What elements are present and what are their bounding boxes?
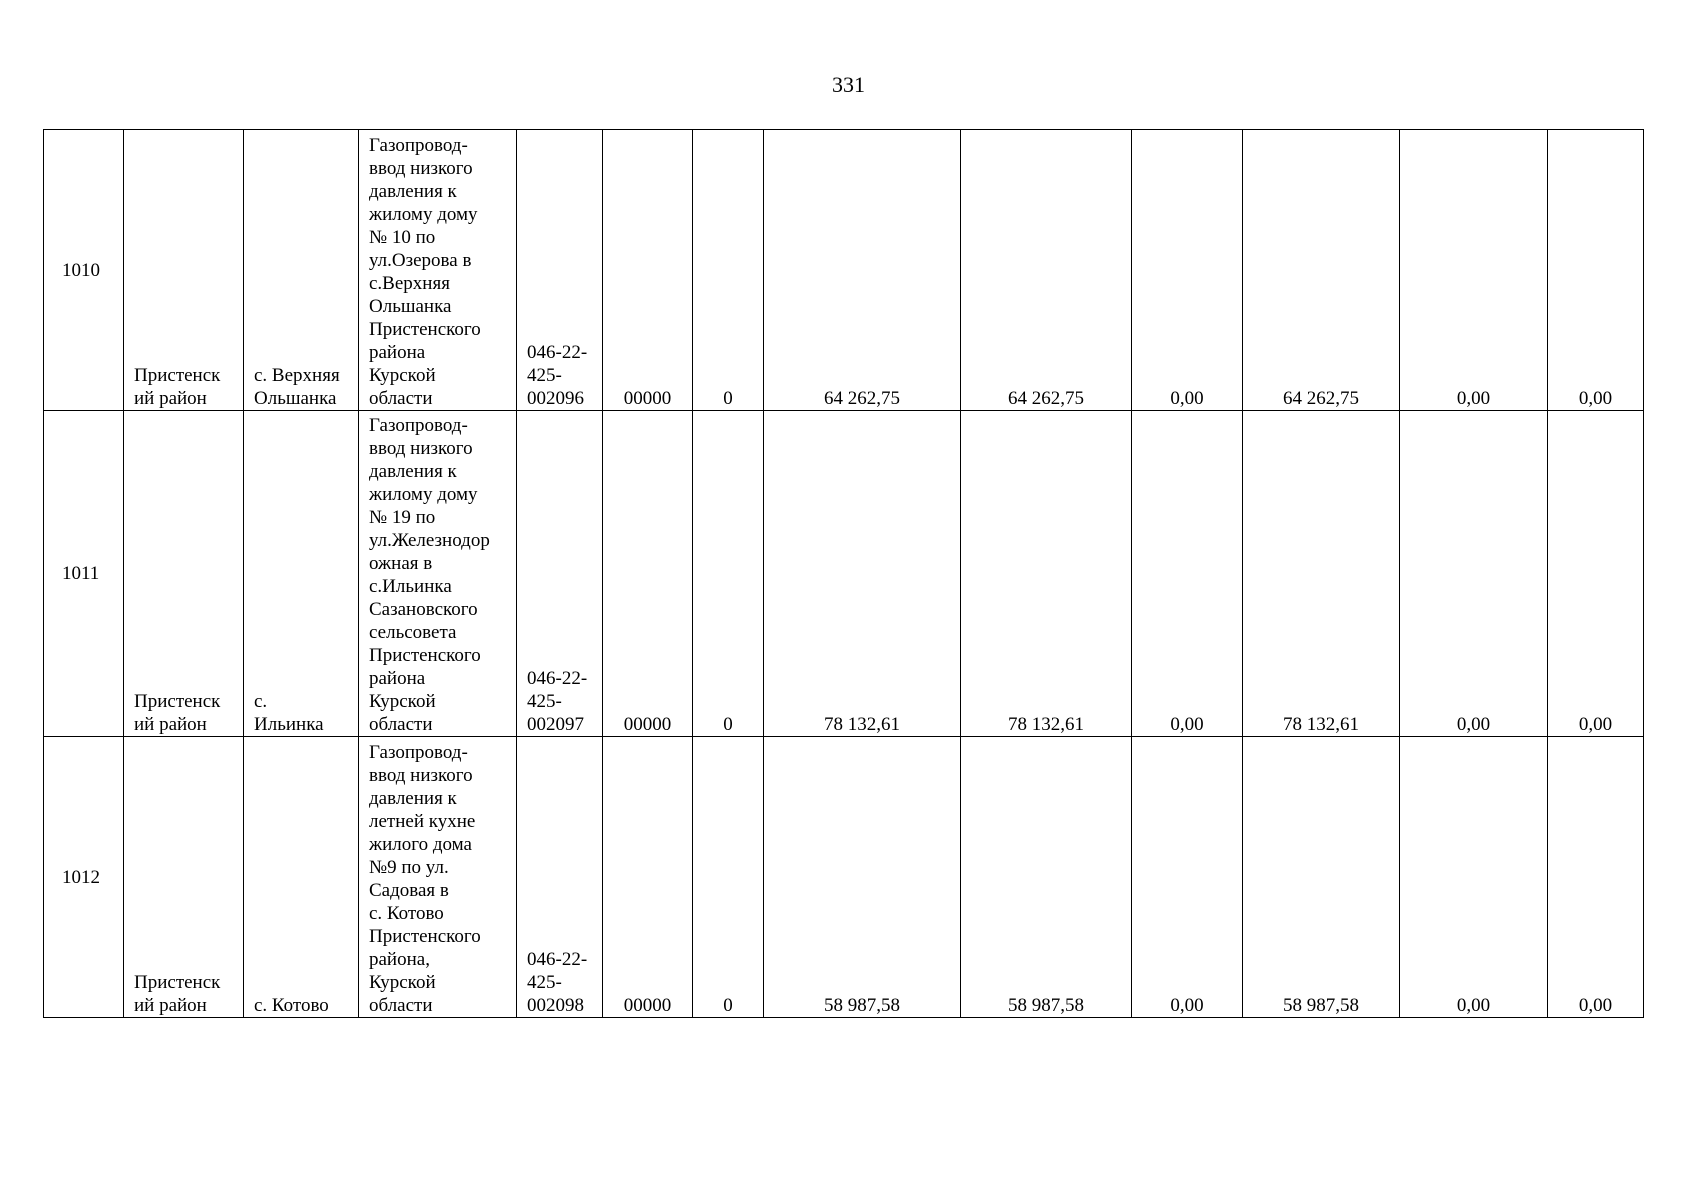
value-cell-6: 0,00 [1548,411,1644,737]
value-cell-4: 58 987,58 [1243,737,1400,1018]
value-cell-2: 78 132,61 [961,411,1132,737]
code-cell: 00000 [603,411,693,737]
value-cell-6: 0,00 [1548,737,1644,1018]
zero-cell: 0 [693,737,764,1018]
value-cell-2: 64 262,75 [961,130,1132,411]
zero-cell: 0 [693,411,764,737]
cadastral-number-cell: 046-22- 425- 002096 [517,130,603,411]
value-cell-3: 0,00 [1132,411,1243,737]
value-cell-5: 0,00 [1400,130,1548,411]
value-cell-1: 64 262,75 [764,130,961,411]
page-number: 331 [832,72,865,97]
value-cell-5: 0,00 [1400,737,1548,1018]
value-cell-1: 78 132,61 [764,411,961,737]
value-cell-3: 0,00 [1132,130,1243,411]
district-cell: Пристенск ий район [124,130,244,411]
table-row [44,411,1644,737]
settlement-cell: с. Ильинка [244,411,359,737]
settlement-cell: с. Верхняя Ольшанка [244,130,359,411]
value-cell-3: 0,00 [1132,737,1243,1018]
cadastral-number-cell: 046-22- 425- 002098 [517,737,603,1018]
description-cell: Газопровод- ввод низкого давления к жилому дому № 10 по ул.Озерова в с.Верхняя Ольшанка Пристенского района Курской области [359,130,517,411]
row-number-cell: 1012 [44,737,124,1018]
register-table [43,129,1644,1018]
settlement-cell: с. Котово [244,737,359,1018]
value-cell-5: 0,00 [1400,411,1548,737]
district-cell: Пристенск ий район [124,411,244,737]
code-cell: 00000 [603,130,693,411]
table-row [44,130,1644,411]
value-cell-2: 58 987,58 [961,737,1132,1018]
value-cell-4: 64 262,75 [1243,130,1400,411]
value-cell-4: 78 132,61 [1243,411,1400,737]
cadastral-number-cell: 046-22- 425- 002097 [517,411,603,737]
description-cell: Газопровод- ввод низкого давления к летней кухне жилого дома №9 по ул. Садовая в с. Котово Пристенского района, Курской области [359,737,517,1018]
value-cell-1: 58 987,58 [764,737,961,1018]
code-cell: 00000 [603,737,693,1018]
zero-cell: 0 [693,130,764,411]
description-cell: Газопровод- ввод низкого давления к жилому дому № 19 по ул.Железнодор ожная в с.Ильинка Сазановского сельсовета Пристенского района Курской области [359,411,517,737]
row-number-cell: 1011 [44,411,124,737]
district-cell: Пристенск ий район [124,737,244,1018]
row-number-cell: 1010 [44,130,124,411]
value-cell-6: 0,00 [1548,130,1644,411]
table-row [44,737,1644,1018]
